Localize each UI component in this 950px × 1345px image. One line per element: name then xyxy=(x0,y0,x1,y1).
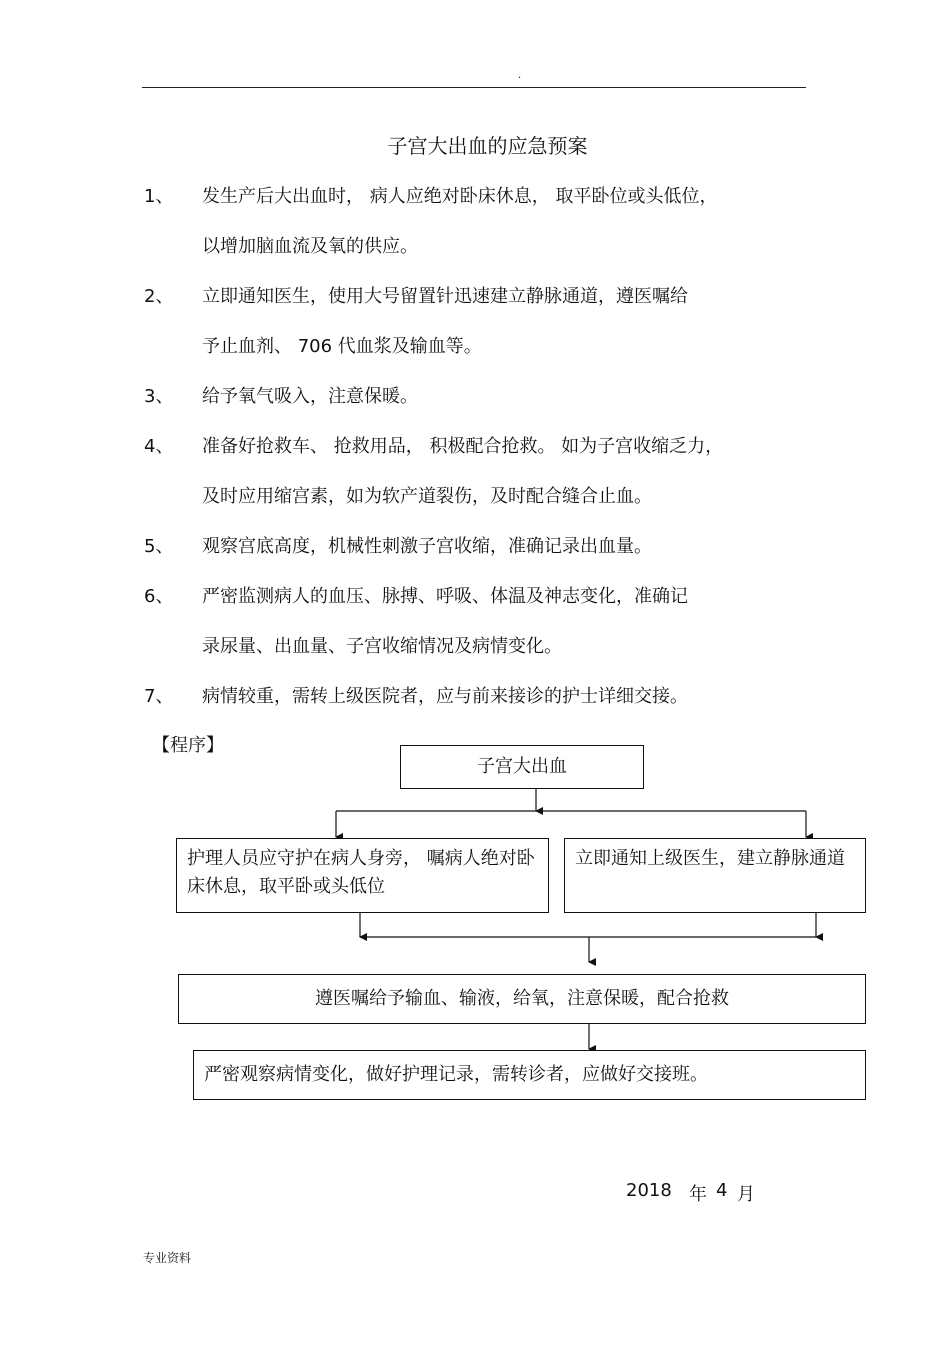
item-6-line-2: 录尿量、出血量、子宫收缩情况及病情变化。 xyxy=(202,636,562,657)
item-number-1: 1、 xyxy=(144,186,174,207)
item-3-line-1: 给予氧气吸入，注意保暖。 xyxy=(202,386,418,407)
flow-box-top: 子宫大出血 xyxy=(400,745,644,789)
date-year-unit: 年 xyxy=(689,1184,707,1205)
flow-box-step4: 严密观察病情变化，做好护理记录，需转诊者，应做好交接班。 xyxy=(193,1050,866,1100)
footer-label: 专业资料 xyxy=(143,1251,192,1265)
item-7-line-1: 病情较重，需转上级医院者，应与前来接诊的护士详细交接。 xyxy=(202,686,688,707)
item-number-6: 6、 xyxy=(144,586,174,607)
item-6-line-1: 严密监测病人的血压、脉搏、呼吸、体温及神志变化，准确记 xyxy=(202,586,688,607)
date-month-unit: 月 xyxy=(737,1184,755,1205)
item-1-line-1: 发生产后大出血时， 病人应绝对卧床休息， 取平卧位或头低位， xyxy=(202,186,718,207)
header-mark: . xyxy=(518,70,522,81)
flow-box-right: 立即通知上级医生，建立静脉通道 xyxy=(564,838,866,913)
flow-box-step3: 遵医嘱给予输血、输液，给氧，注意保暖，配合抢救 xyxy=(178,974,866,1024)
program-label: 【程序】 xyxy=(152,735,224,756)
item-number-3: 3、 xyxy=(144,386,174,407)
page-title: 子宫大出血的应急预案 xyxy=(387,134,588,158)
item-number-2: 2、 xyxy=(144,286,174,307)
item-number-4: 4、 xyxy=(144,436,174,457)
item-4-line-1: 准备好抢救车、 抢救用品， 积极配合抢救。 如为子宫收缩乏力， xyxy=(202,436,724,457)
item-number-5: 5、 xyxy=(144,536,174,557)
item-5-line-1: 观察宫底高度，机械性刺激子宫收缩，准确记录出血量。 xyxy=(202,536,652,557)
item-2-line-1: 立即通知医生，使用大号留置针迅速建立静脉通道，遵医嘱给 xyxy=(202,286,688,307)
item-4-line-2: 及时应用缩宫素，如为软产道裂伤，及时配合缝合止血。 xyxy=(202,486,652,507)
item-number-7: 7、 xyxy=(144,686,174,707)
item-1-line-2: 以增加脑血流及氧的供应。 xyxy=(202,236,418,257)
date-month: 4 xyxy=(716,1180,728,1201)
date-year: 2018 xyxy=(626,1180,672,1201)
item-2-line-2: 予止血剂、 706 代血浆及输血等。 xyxy=(202,336,482,357)
flow-box-left: 护理人员应守护在病人身旁， 嘱病人绝对卧床休息，取平卧或头低位 xyxy=(176,838,549,913)
